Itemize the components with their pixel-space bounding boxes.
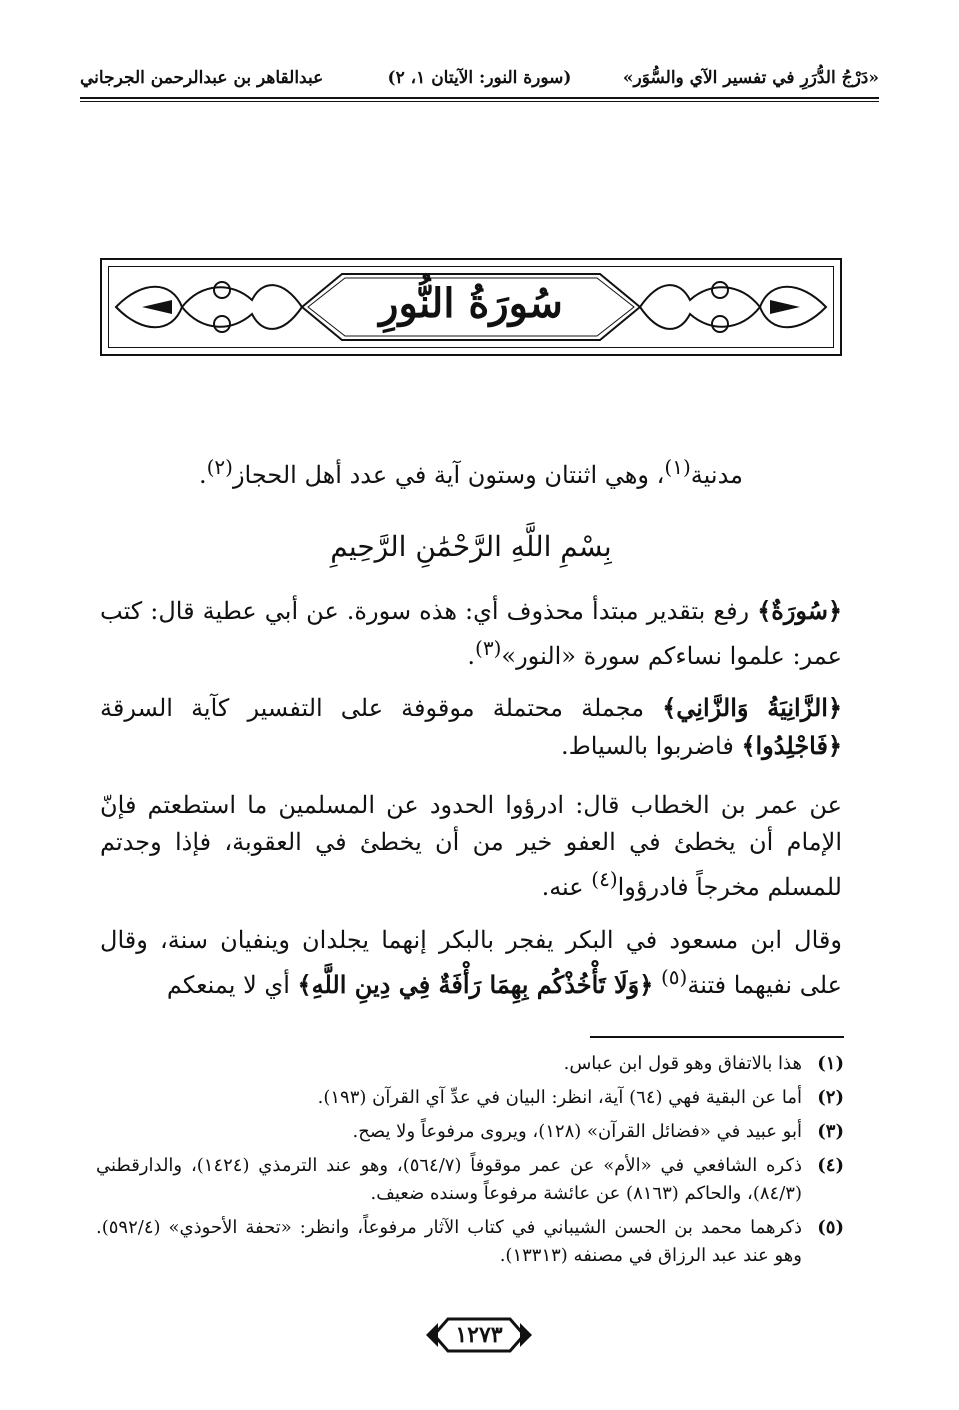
surah-intro (100, 449, 842, 494)
basmala: بِسْمِ اللَّهِ الرَّحْمَٰنِ الرَّحِيمِ (330, 530, 612, 563)
paragraph-text-end: عنه. (541, 873, 592, 901)
footnote-number: (١) (817, 1053, 844, 1074)
header-rule-thin (80, 101, 879, 102)
page-number-ornament (424, 1313, 534, 1357)
intro-text-3: . (198, 461, 207, 489)
footnote-text: هذا بالاتفاق وهو قول ابن عباس. (563, 1053, 802, 1074)
footnote-text: ذكره الشافعي في «الأم» عن عمر موقوفاً (٥٦٤/٧)، وهو عند الترمذي (١٤٢٤)، والدارقطني (٨٤/٣)، والحاكم (٨١٦٣) عن عائشة مرفوعاً وسنده ضعيف. (96, 1155, 802, 1204)
footnote-4 (96, 1152, 844, 1208)
paragraph-text: مجملة محتملة موقوفة على التفسير كآية السرقة (100, 694, 663, 722)
footnote-1 (96, 1050, 844, 1078)
surah-title: سُورَةُ النُّورِ (379, 280, 563, 327)
surah-title-frame (100, 258, 842, 356)
paragraph-text-end: فاضربوا بالسياط. (560, 732, 742, 760)
quran-quote: ﴿سُورَةٌ﴾ (757, 596, 842, 625)
footnote-ref-3: (٣) (475, 636, 502, 660)
intro-text-1: مدنية (690, 461, 744, 489)
footnote-ref-2: (٢) (206, 455, 233, 479)
page-number: ١٢٧٣ (455, 1322, 503, 1348)
paragraph-text: رفع بتقدير مبتدأ محذوف أي: هذه سورة. عن أبي عطية قال: كتب عمر: علموا نساءكم سورة «النور» (100, 597, 842, 670)
footnote-number: (٣) (817, 1121, 844, 1142)
footnote-3 (96, 1118, 844, 1146)
header-author: عبدالقاهر بن عبدالرحمن الجرجاني (80, 68, 324, 88)
quran-quote-2: ﴿فَاجْلِدُوا﴾ (741, 731, 842, 760)
footnote-number: (٢) (817, 1087, 844, 1108)
footnote-text: أما عن البقية فهي (٦٤) آية، انظر: البيان في عدِّ آي القرآن (١٩٣). (317, 1087, 802, 1108)
footnote-text: أبو عبيد في «فضائل القرآن» (١٢٨)، ويروى مرفوعاً ولا يصح. (352, 1121, 802, 1142)
footnote-number: (٥) (817, 1217, 844, 1238)
paragraph-1 (100, 592, 842, 675)
paragraph-space (653, 971, 661, 999)
footnote-separator (590, 1036, 844, 1038)
quran-quote: ﴿وَلَا تَأْخُذْكُم بِهِمَا رَأْفَةٌ فِي دِينِ اللَّهِ﴾ (297, 970, 654, 999)
paragraph-text-end: أي لا يمنعكم (166, 971, 298, 999)
paragraph-text: وقال ابن مسعود في البكر يفجر بالبكر إنهما يجلدان وينفيان سنة، وقال على نفيهما فتنة (100, 926, 842, 999)
paragraph-2 (100, 689, 842, 765)
footnote-5 (96, 1214, 844, 1270)
running-header (80, 62, 879, 96)
footnote-ref-4: (٤) (591, 867, 618, 891)
intro-text-2: ، وهي اثنتان وستون آية في عدد أهل الحجاز (232, 461, 665, 489)
header-rule (80, 97, 879, 99)
paragraph-text-end: . (467, 642, 476, 670)
paragraph-text: عن عمر بن الخطاب قال: ادرؤوا الحدود عن المسلمين ما استطعتم فإنّ الإمام أن يخطئ في العفو خير من أن يخطئ في العقوبة، فإذا وجدتم للمسلم مخرجاً فادرؤوا (100, 791, 842, 901)
paragraph-3 (100, 787, 842, 906)
footnote-ref-1: (١) (664, 455, 691, 479)
footnote-2 (96, 1084, 844, 1112)
header-surah-reference: (سورة النور: الآيتان ١، ٢) (387, 68, 572, 88)
footnotes (96, 1050, 844, 1276)
paragraph-4 (100, 922, 842, 1004)
footnote-number: (٤) (817, 1155, 844, 1176)
footnote-text: ذكرهما محمد بن الحسن الشيباني في كتاب الآثار مرفوعاً، وانظر: «تحفة الأحوذي» (٥٩٢/٤). وهو عند عبد الرزاق في مصنفه (١٣٣١٣). (96, 1217, 802, 1266)
quran-quote: ﴿الزَّانِيَةُ وَالزَّانِي﴾ (662, 693, 843, 722)
header-book-title: «دَرْجُ الدُّرَرِ في تفسير الآي والسُّوَر» (622, 68, 879, 88)
footnote-ref-5: (٥) (660, 965, 688, 989)
